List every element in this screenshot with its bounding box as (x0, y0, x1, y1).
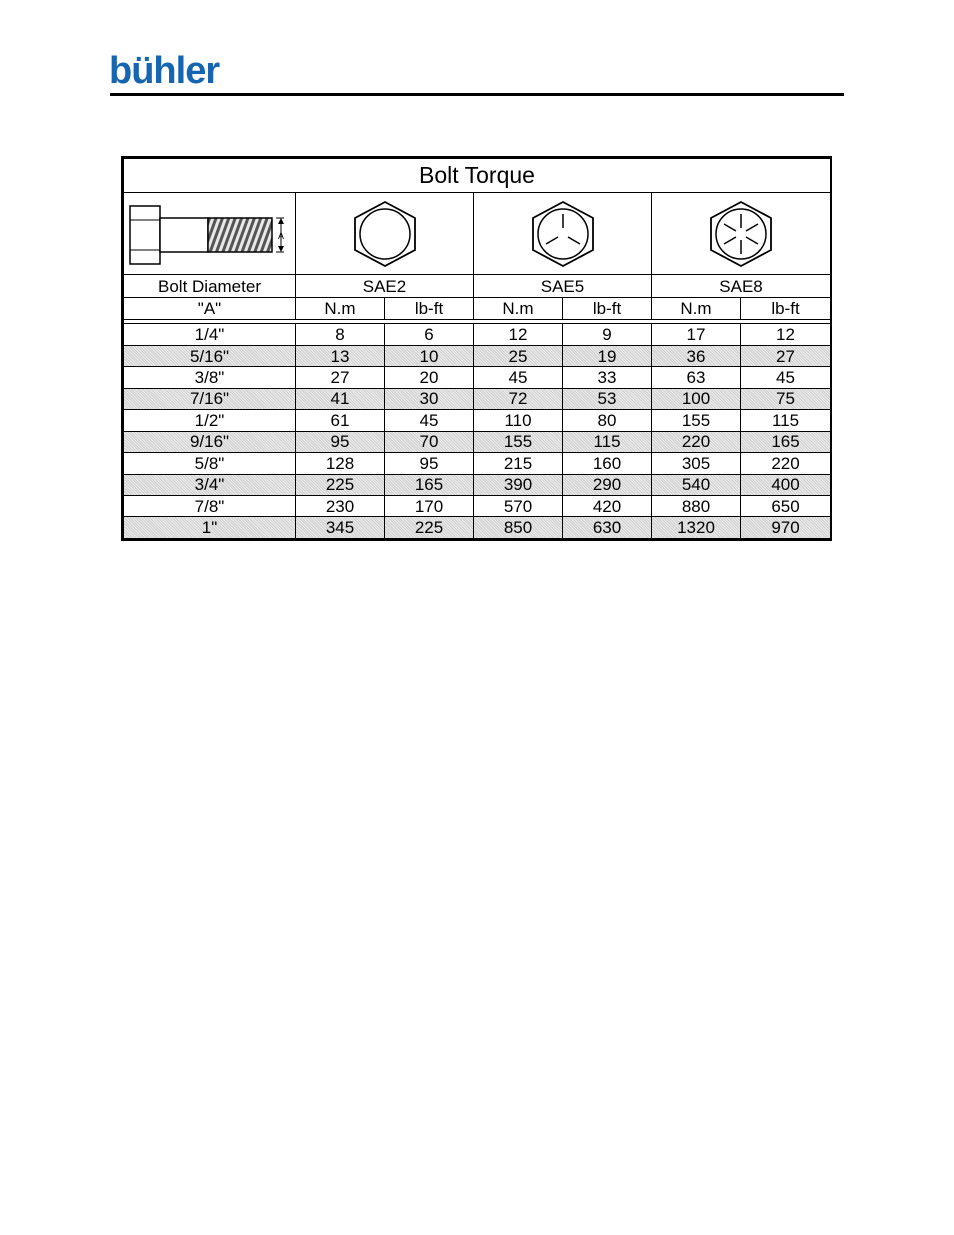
torque-value-cell: 570 (474, 495, 563, 516)
grade-label-sae5: SAE5 (474, 275, 652, 297)
torque-value-cell: 115 (563, 431, 652, 452)
bolt-size-cell: 3/8" (124, 367, 296, 388)
torque-value-cell: 540 (652, 474, 741, 495)
torque-value-cell: 970 (741, 517, 831, 539)
table-row (124, 367, 831, 388)
torque-value-cell: 165 (741, 431, 831, 452)
bolt-size-cell: 3/4" (124, 474, 296, 495)
torque-value-cell: 290 (563, 474, 652, 495)
bolt-drawing-cell (124, 192, 296, 275)
torque-value-cell: 12 (474, 324, 563, 345)
table-row (124, 410, 831, 431)
unit-header: lb-ft (741, 297, 831, 319)
unit-header: N.m (652, 297, 741, 319)
torque-value-cell: 17 (652, 324, 741, 345)
torque-value-cell: 100 (652, 388, 741, 409)
table-row (124, 495, 831, 516)
torque-value-cell: 27 (296, 367, 385, 388)
torque-value-cell: 400 (741, 474, 831, 495)
bolt-diameter-label: Bolt Diameter (124, 275, 296, 297)
torque-value-cell: 630 (563, 517, 652, 539)
torque-value-cell: 155 (474, 431, 563, 452)
torque-value-cell: 850 (474, 517, 563, 539)
torque-value-cell: 225 (296, 474, 385, 495)
torque-value-cell: 30 (385, 388, 474, 409)
torque-value-cell: 215 (474, 453, 563, 474)
torque-value-cell: 45 (474, 367, 563, 388)
sae5-bolt-head-icon (523, 198, 603, 270)
bolt-dim-label: A (277, 230, 284, 241)
grade-label-sae2: SAE2 (296, 275, 474, 297)
sae8-head-cell (652, 192, 831, 275)
torque-value-cell: 75 (741, 388, 831, 409)
torque-value-cell: 95 (296, 431, 385, 452)
torque-value-cell: 110 (474, 410, 563, 431)
torque-value-cell: 165 (385, 474, 474, 495)
torque-value-cell: 128 (296, 453, 385, 474)
header-rule (110, 93, 844, 96)
table-title: Bolt Torque (124, 159, 831, 193)
torque-value-cell: 170 (385, 495, 474, 516)
torque-value-cell: 220 (741, 453, 831, 474)
bolt-size-cell: 1/2" (124, 410, 296, 431)
torque-value-cell: 72 (474, 388, 563, 409)
grade-label-sae8: SAE8 (652, 275, 831, 297)
torque-value-cell: 9 (563, 324, 652, 345)
bolt-size-cell: 7/16" (124, 388, 296, 409)
torque-value-cell: 53 (563, 388, 652, 409)
sae2-head-cell (296, 192, 474, 275)
torque-value-cell: 63 (652, 367, 741, 388)
bolt-size-cell: 1/4" (124, 324, 296, 345)
torque-value-cell: 115 (741, 410, 831, 431)
table-row (124, 431, 831, 452)
sae5-head-cell (474, 192, 652, 275)
bolt-diagram-icon (126, 198, 294, 270)
torque-value-cell: 36 (652, 345, 741, 366)
table-row (124, 453, 831, 474)
torque-value-cell: 225 (385, 517, 474, 539)
torque-value-cell: 155 (652, 410, 741, 431)
torque-value-cell: 230 (296, 495, 385, 516)
table-row (124, 324, 831, 345)
torque-value-cell: 45 (741, 367, 831, 388)
torque-value-cell: 390 (474, 474, 563, 495)
unit-header: N.m (474, 297, 563, 319)
bolt-size-cell: 5/16" (124, 345, 296, 366)
torque-value-cell: 25 (474, 345, 563, 366)
torque-value-cell: 6 (385, 324, 474, 345)
torque-value-cell: 27 (741, 345, 831, 366)
torque-value-cell: 80 (563, 410, 652, 431)
torque-value-cell: 13 (296, 345, 385, 366)
sae8-bolt-head-icon (701, 198, 781, 270)
torque-value-cell: 33 (563, 367, 652, 388)
torque-value-cell: 95 (385, 453, 474, 474)
unit-header: N.m (296, 297, 385, 319)
torque-value-cell: 305 (652, 453, 741, 474)
torque-value-cell: 20 (385, 367, 474, 388)
torque-value-cell: 345 (296, 517, 385, 539)
torque-grid (123, 158, 831, 539)
torque-value-cell: 19 (563, 345, 652, 366)
bolt-size-cell: 1" (124, 517, 296, 539)
torque-value-cell: 12 (741, 324, 831, 345)
unit-header: lb-ft (563, 297, 652, 319)
torque-value-cell: 160 (563, 453, 652, 474)
torque-value-cell: 45 (385, 410, 474, 431)
torque-value-cell: 10 (385, 345, 474, 366)
torque-value-cell: 420 (563, 495, 652, 516)
bolt-torque-table (121, 156, 832, 541)
torque-value-cell: 650 (741, 495, 831, 516)
torque-value-cell: 61 (296, 410, 385, 431)
bolt-size-cell: 5/8" (124, 453, 296, 474)
unit-header: lb-ft (385, 297, 474, 319)
table-row (124, 517, 831, 539)
table-row (124, 345, 831, 366)
buhler-logo: bühler (109, 50, 220, 92)
torque-value-cell: 70 (385, 431, 474, 452)
a-label: "A" (124, 297, 296, 319)
table-row (124, 474, 831, 495)
torque-value-cell: 880 (652, 495, 741, 516)
torque-value-cell: 8 (296, 324, 385, 345)
torque-value-cell: 220 (652, 431, 741, 452)
bolt-size-cell: 9/16" (124, 431, 296, 452)
table-row (124, 388, 831, 409)
torque-value-cell: 1320 (652, 517, 741, 539)
sae2-bolt-head-icon (345, 198, 425, 270)
bolt-size-cell: 7/8" (124, 495, 296, 516)
torque-value-cell: 41 (296, 388, 385, 409)
